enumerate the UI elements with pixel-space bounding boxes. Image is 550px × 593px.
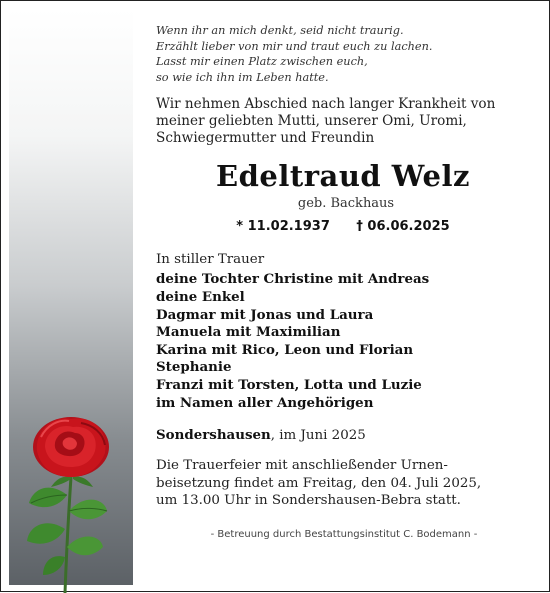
funeral-line: um 13.00 Uhr in Sondershausen-Bebra statt. (156, 493, 461, 509)
mourner-line: Dagmar mit Jonas und Laura (156, 306, 374, 323)
poem-line: so wie ich ihn im Leben hatte. (156, 70, 329, 84)
mourner-line: Franzi mit Torsten, Lotta und Luzie (156, 376, 422, 393)
farewell-intro (156, 96, 526, 147)
death-date: † 06.06.2025 (356, 219, 450, 235)
mourners-list (156, 271, 526, 412)
undertaker-credit: - Betreuung durch Bestattungsinstitut C. Bodemann - (210, 528, 478, 540)
birth-date: * 11.02.1937 (236, 219, 330, 235)
life-dates (156, 218, 526, 236)
poem-line: Erzählt lieber von mir und traut euch zu lachen. (156, 39, 433, 53)
date-text: , im Juni 2025 (270, 428, 366, 444)
funeral-info (156, 457, 526, 510)
memorial-poem (156, 23, 526, 85)
mourner-line: Karina mit Rico, Leon und Florian (156, 341, 414, 358)
intro-line: Wir nehmen Abschied nach langer Krankheit von (156, 96, 496, 113)
mourner-line: deine Enkel (156, 288, 245, 305)
red-rose-icon (21, 407, 121, 593)
mourning-label: In stiller Trauer (156, 252, 265, 268)
mourner-line: deine Tochter Christine mit Andreas (156, 271, 430, 288)
deceased-name: Edeltraud Welz (216, 159, 470, 194)
side-gradient-panel (9, 9, 133, 585)
poem-line: Lasst mir einen Platz zwischen euch, (156, 55, 368, 69)
funeral-line: Die Trauerfeier mit anschließender Urnen- (156, 458, 448, 474)
maiden-name: geb. Backhaus (297, 196, 395, 212)
mourner-line: Stephanie (156, 359, 232, 376)
poem-line: Wenn ihr an mich denkt, seid nicht traurig. (156, 24, 404, 37)
intro-line: meiner geliebten Mutti, unserer Omi, Uromi, (156, 113, 467, 130)
intro-line: Schwiegermutter und Freundin (156, 130, 375, 147)
funeral-line: beisetzung findet am Freitag, den 04. Juli 2025, (156, 475, 482, 491)
mourner-line: im Namen aller Angehörigen (156, 394, 374, 411)
notice-content (156, 23, 526, 542)
mourner-line: Manuela mit Maximilian (156, 324, 341, 341)
place-and-date (156, 426, 526, 445)
place-name: Sondershausen (156, 427, 271, 444)
